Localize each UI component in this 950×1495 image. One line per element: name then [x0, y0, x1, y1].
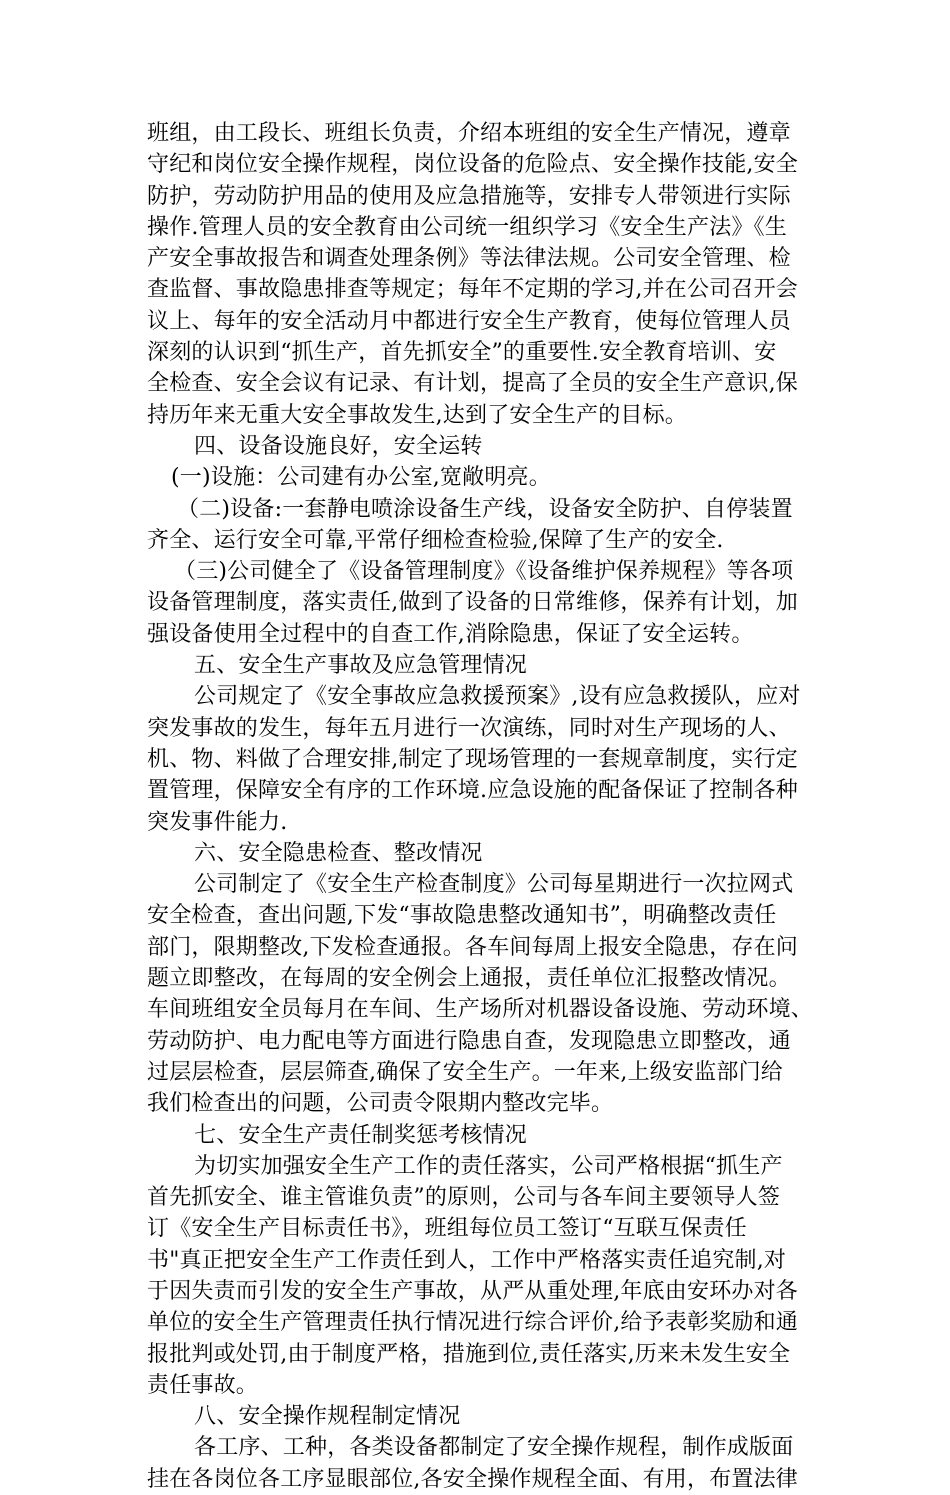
text-line: 责任事故。	[147, 1372, 259, 1398]
text-line: 议上、每年的安全活动月中都进行安全生产教育，使每位管理人员	[147, 308, 791, 334]
text-line: 各工序、工种，各类设备都制定了安全操作规程，制作成版面	[194, 1435, 794, 1461]
text-line: 订《安全生产目标责任书》，班组每位员工签订“互联互保责任	[147, 1216, 747, 1242]
text-line: 产安全事故报告和调查处理条例》等法律法规。公司安全管理、检	[147, 246, 791, 272]
text-line: 八、安全操作规程制定情况	[194, 1404, 461, 1430]
text-line: （二)设备:一套静电喷涂设备生产线，设备安全防护、自停装置	[177, 496, 793, 522]
text-line: 单位的安全生产管理责任执行情况进行综合评价,给予表彰奖励和通	[147, 1310, 798, 1336]
text-line: 六、安全隐患检查、整改情况	[194, 840, 483, 866]
text-line: 首先抓安全、谁主管谁负责”的原则，公司与各车间主要领导人签	[147, 1185, 781, 1211]
text-line: 四、设备设施良好，安全运转	[194, 433, 483, 459]
text-line: 公司规定了《安全事故应急救援预案》,设有应急救援队，应对	[194, 684, 801, 710]
text-line: 我们检查出的问题，公司责令限期内整改完毕。	[147, 1091, 614, 1117]
text-line: 防护，劳动防护用品的使用及应急措施等，安排专人带领进行实际	[147, 183, 791, 209]
text-line: 齐全、运行安全可靠,平常仔细检查检验,保障了生产的安全.	[147, 527, 724, 553]
text-line: 突发事故的发生，每年五月进行一次演练，同时对生产现场的人、	[147, 715, 791, 741]
text-line: 车间班组安全员每月在车间、生产场所对机器设备设施、劳动环境、	[147, 997, 814, 1023]
text-line: 操作.管理人员的安全教育由公司统一组织学习《安全生产法》《生	[147, 214, 787, 240]
text-line: 安全检查，查出问题,下发“事故隐患整改通知书”，明确整改责任	[147, 903, 777, 929]
text-line: 报批判或处罚,由于制度严格，措施到位,责任落实,历来未发生安全	[147, 1341, 791, 1367]
text-line: 全检查、安全会议有记录、有计划，提高了全员的安全生产意识,保	[147, 371, 798, 397]
text-line: (一)设施：公司建有办公室,宽敞明亮。	[171, 465, 551, 491]
text-line: 强设备使用全过程中的自查工作,消除隐患，保证了安全运转。	[147, 621, 754, 647]
text-line: 持历年来无重大安全事故发生,达到了安全生产的目标。	[147, 402, 687, 428]
text-line: 挂在各岗位各工序显眼部位,各安全操作规程全面、有用，布置法律	[147, 1466, 798, 1492]
text-line: （三)公司健全了《设备管理制度》《设备维护保养规程》等各项	[174, 559, 794, 585]
text-line: 过层层检查，层层筛查,确保了安全生产。一年来,上级安监部门给	[147, 1059, 783, 1085]
text-line: 为切实加强安全生产工作的责任落实，公司严格根据“抓生产	[194, 1153, 783, 1179]
text-line: 置管理，保障安全有序的工作环境.应急设施的配备保证了控制各种	[147, 778, 798, 804]
text-line: 机、物、料做了合理安排,制定了现场管理的一套规章制度，实行定	[147, 746, 798, 772]
text-line: 守纪和岗位安全操作规程，岗位设备的危险点、安全操作技能,安全	[147, 152, 798, 178]
text-line: 于因失责而引发的安全生产事故，从严从重处理,年底由安环办对各	[147, 1278, 798, 1304]
text-line: 七、安全生产责任制奖惩考核情况	[194, 1122, 528, 1148]
text-line: 书"真正把安全生产工作责任到人，工作中严格落实责任追究制,对	[147, 1247, 787, 1273]
document-body	[147, 118, 847, 1495]
text-line: 公司制定了《安全生产检查制度》公司每星期进行一次拉网式	[194, 872, 794, 898]
text-line: 部门，限期整改,下发检查通报。各车间每周上报安全隐患，存在问	[147, 934, 798, 960]
text-line: 题立即整改，在每周的安全例会上通报，责任单位汇报整改情况。	[147, 966, 791, 992]
text-line: 深刻的认识到“抓生产，首先抓安全”的重要性.安全教育培训、安	[147, 340, 777, 366]
text-line: 班组，由工段长、班组长负责，介绍本班组的安全生产情况，遵章	[147, 121, 791, 146]
text-line: 劳动防护、电力配电等方面进行隐患自查，发现隐患立即整改，通	[147, 1028, 791, 1054]
text-line: 查监督、事故隐患排查等规定；每年不定期的学习,并在公司召开会	[147, 277, 798, 303]
text-line: 五、安全生产事故及应急管理情况	[194, 653, 528, 679]
text-line: 设备管理制度，落实责任,做到了设备的日常维修，保养有计划，加	[147, 590, 798, 616]
text-line: 突发事件能力.	[147, 809, 288, 835]
